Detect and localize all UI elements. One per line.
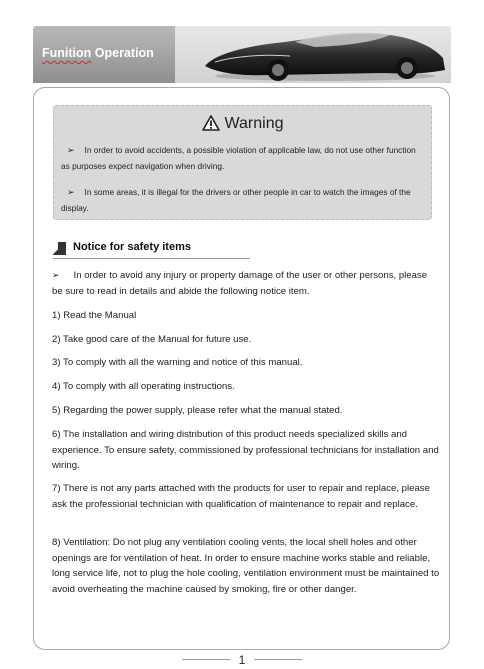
car-image	[175, 26, 451, 83]
notice-item-6: 6) The installation and wiring distribution of this product needs specialized skills and experience. To ensure safety, commissioned by professional technicians for installation and wiring.	[52, 429, 439, 471]
notice-item-3: 3) To comply with all the warning and notice of this manual.	[52, 357, 303, 368]
section-title-word1: Funition	[42, 46, 92, 60]
notice-item-5: 5) Regarding the power supply, please refer what the manual stated.	[52, 405, 343, 416]
warning-text-1: In order to avoid accidents, a possible violation of applicable law, do not use other function as purposes expect navigation when driving.	[61, 145, 416, 171]
notice-intro-text: In order to avoid any injury or property damage of the user or other persons, please be sure to read in details and abide the following notice item.	[52, 270, 428, 297]
warning-paragraph-1	[61, 142, 421, 174]
notice-heading	[53, 241, 250, 259]
heading-marker-fill	[58, 242, 66, 255]
warning-text-2: In some areas, it is illegal for the drivers or other people in car to watch the images of the display.	[61, 187, 411, 213]
warning-heading	[54, 115, 431, 136]
notice-item-4: 4) To comply with all operating instructions.	[52, 381, 235, 392]
arrow-bullet-icon: ➢	[52, 270, 60, 280]
notice-item-8: 8) Ventilation: Do not plug any ventilation cooling vents, the local shell holes and other openings are for ventilation of heat. In order to ensure machine works stable and reliable, long service life, not to plug the hole cooling, ventilation environment must be maintained to avoid overheating the machine caused by smoking, fire or other danger.	[52, 537, 440, 595]
warning-box	[53, 105, 432, 220]
arrow-bullet-icon: ➢	[67, 187, 75, 197]
notice-item-2: 2) Take good care of the Manual for future use.	[52, 334, 252, 345]
warning-paragraph-2	[61, 184, 421, 216]
notice-intro	[52, 268, 440, 299]
notice-item-7: 7) There is not any parts attached with the products for user to repair and replace, please ask the professional technician with qualification of maintenance to repair and replace.	[52, 483, 430, 510]
notice-heading-text: Notice for safety items	[73, 241, 191, 253]
arrow-bullet-icon: ➢	[67, 145, 75, 155]
warning-triangle-icon	[202, 115, 220, 136]
sports-car-icon	[175, 26, 451, 83]
notice-item-1: 1) Read the Manual	[52, 310, 137, 321]
section-title	[42, 46, 154, 60]
page-number: 1	[238, 653, 246, 667]
section-title-word2: Operation	[94, 46, 154, 60]
header-banner	[33, 26, 451, 83]
warning-title: Warning	[224, 115, 284, 132]
